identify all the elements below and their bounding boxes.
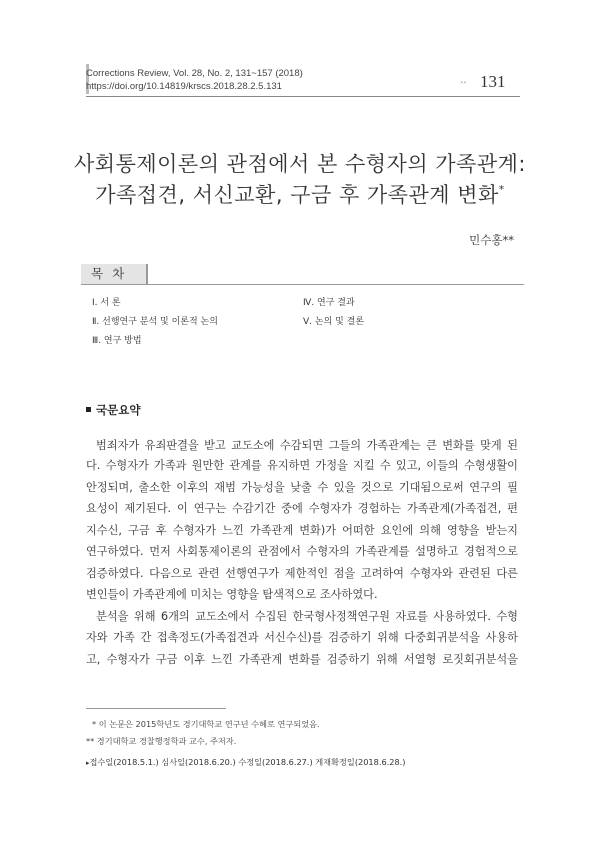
triangle-bullet-icon: ▸: [86, 759, 90, 767]
toc-item-4: Ⅳ. 연구 결과: [303, 298, 355, 308]
abstract-line: 고, 수형자가 구금 이후 느낀 가족관계 변화를 검증하기 위해 서열형 로짓회귀분석을: [86, 653, 518, 666]
doi-line: https://doi.org/10.14819/krscs.2018.28.2.5.131: [86, 81, 282, 92]
abstract-line: 요성이 제기된다. 이 연구는 수감기간 중에 수형자가 경험하는 가족관계(가족접견, 편: [86, 502, 518, 515]
title-line-1: 사회통제이론의 관점에서 본 수형자의 가족관계:: [74, 152, 526, 176]
abstract-line: 검증하였다. 다음으로 관련 선행연구가 제한적인 점을 고려하여 수형자와 관련된 다른: [86, 567, 518, 580]
abstract-line: 안정되며, 출소한 이후의 재범 가능성을 낮출 수 있을 것으로 기대됨으로써 연구의 필: [86, 481, 518, 494]
toc-item-3: Ⅲ. 연구 방법: [92, 336, 142, 346]
toc-label: 목차: [91, 266, 134, 281]
header-rule: [86, 96, 520, 97]
title-line-2: [60, 179, 540, 209]
toc-item-1: Ⅰ. 서 론: [92, 298, 121, 308]
abstract-line: 지수신, 구금 후 수형자가 느낀 가족관계 변화)가 어떠한 요인에 의해 영향을 받는지: [86, 524, 518, 537]
footnote-rule: [86, 708, 226, 709]
square-bullet-icon: [86, 407, 91, 412]
journal-citation: [86, 67, 303, 93]
abstract-line: 자와 가족 간 접촉정도(가족접견과 서신수신)를 검증하기 위해 다중회귀분석을 사용하: [86, 631, 518, 644]
title-footnote-mark: *: [498, 183, 505, 196]
abstract-line: 연구하였다. 먼저 사회통제이론의 관점에서 수형자의 가족관계를 설명하고 경험적으로: [86, 545, 518, 558]
submission-dates: [86, 757, 405, 768]
toc-top-rule: [81, 284, 524, 285]
footnote-2: ** 경기대학교 경찰행정학과 교수, 주저자.: [86, 736, 237, 746]
page-number: 131: [480, 72, 506, 91]
abstract-heading-text: 국문요약: [96, 403, 141, 417]
abstract-line: 분석을 위해 6개의 교도소에서 수집된 한국형사정책연구원 자료를 사용하였다. 수형: [96, 610, 518, 623]
footnote-1: * 이 논문은 2015학년도 경기대학교 연구년 수혜로 연구되었음.: [92, 719, 320, 729]
abstract-line: 다. 수형자가 가족과 원만한 관계를 유지하면 가정을 지킬 수 있고, 이들의 수형생활이: [86, 459, 518, 472]
submission-dates-text: 접수일(2018.5.1.) 심사일(2018.6.20.) 수정일(2018.6.27.) 게재확정일(2018.6.28.): [89, 757, 406, 767]
abstract-line: 변인들이 가족관계에 미치는 영향을 탐색적으로 조사하였다.: [86, 588, 378, 601]
page-dots: • •: [461, 80, 466, 86]
toc-item-2: Ⅱ. 선행연구 분석 및 이론적 논의: [92, 317, 218, 327]
abstract-heading: [86, 402, 140, 418]
journal-line: Corrections Review, Vol. 28, No. 2, 131~157 (2018): [86, 68, 303, 79]
author-name: 민수홍**: [469, 233, 514, 247]
title-line-2-text: 가족접견, 서신교환, 구금 후 가족관계 변화: [95, 183, 499, 207]
abstract-line: 범죄자가 유죄판결을 받고 교도소에 수감되면 그들의 가족관계는 큰 변화를 맞게 된: [96, 439, 518, 452]
toc-item-5: Ⅴ. 논의 및 결론: [303, 317, 365, 327]
